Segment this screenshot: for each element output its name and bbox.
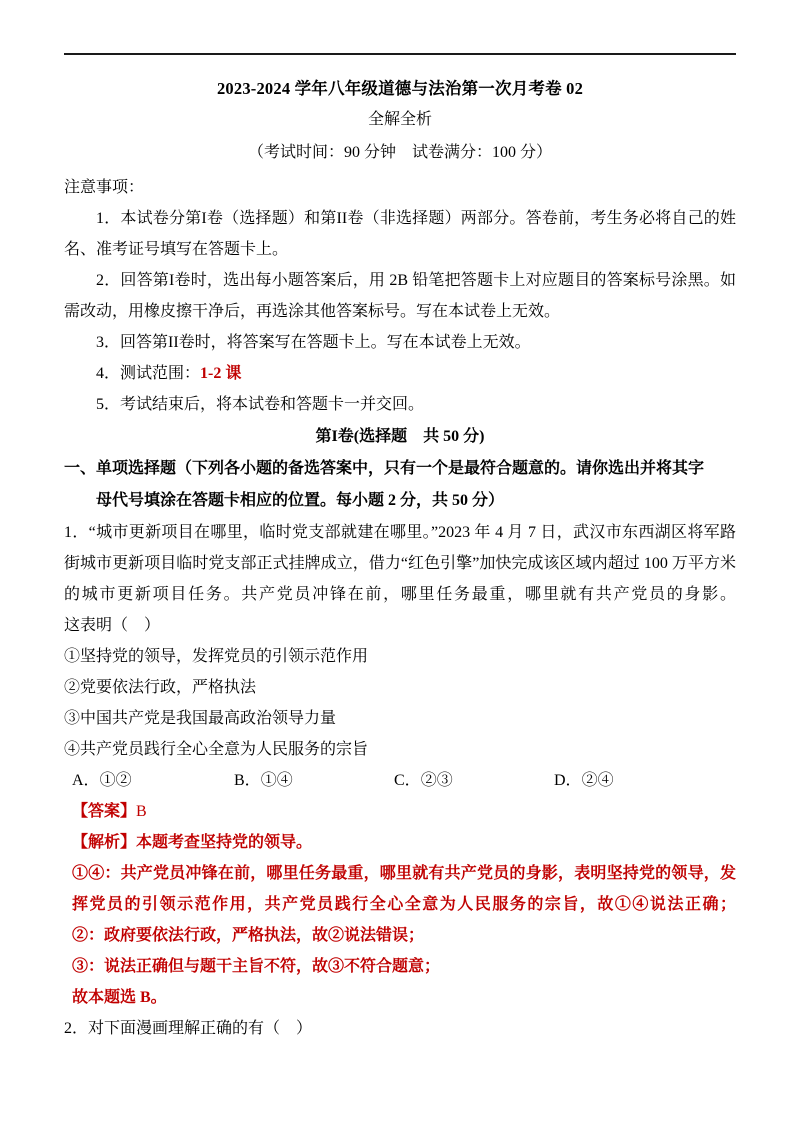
notice-item-2: 2．回答第I卷时，选出每小题答案后，用 2B 铅笔把答题卡上对应题目的答案标号涂黑。如需改动，用橡皮擦干净后，再选涂其他答案标号。写在本试卷上无效。 (64, 272, 736, 320)
choice-d-text: ②④ (581, 772, 614, 789)
part-one-heading (64, 453, 736, 517)
choice-a-key: A． (72, 772, 100, 789)
choice-c-key: C． (394, 772, 421, 789)
document-content (64, 70, 736, 1044)
question-1-analysis-point-1: ①④：共产党员冲锋在前，哪里任务最重，哪里就有共产党员的身影，表明坚持党的领导，发挥党员的引领示范作用，共产党员践行全心全意为人民服务的宗旨，故①④说法正确； (72, 865, 736, 913)
question-1-statement-4: ④共产党员践行全心全意为人民服务的宗旨 (64, 741, 369, 758)
question-1-analysis-intro (64, 827, 736, 858)
notice-item-4-prefix: 4．测试范围： (96, 365, 201, 382)
choice-d[interactable] (554, 765, 614, 796)
part-one-heading-line1: 一、单项选择题（下列各小题的备选答案中，只有一个是最符合题意的。请你选出并将其字 (64, 460, 705, 477)
question-1-choices (64, 765, 736, 796)
part-one-heading-line2: 母代号填涂在答题卡相应的位置。每小题 2 分，共 50 分） (96, 492, 505, 509)
header-divider-rule (64, 53, 736, 55)
choice-c[interactable] (394, 765, 453, 796)
question-1-statement-2: ②党要依法行政，严格执法 (64, 679, 257, 696)
question-2-stem: 2．对下面漫画理解正确的有（ ） (64, 1020, 313, 1037)
document-subtitle: 全解全析 (367, 111, 432, 128)
question-1-stem: 1．“城市更新项目在哪里，临时党支部就建在哪里。”2023 年 4 月 7 日，武汉市东西湖区将军路街城市更新项目临时党支部正式挂牌成立，借力“红色引擎”加快完成该区域内超过 100 万平方米的城市更新项目任务。共产党员冲锋在前，哪里任务最重，哪里就有共产党员的身影。 (64, 524, 736, 603)
question-1-analysis-conclusion: 故本题选 B。 (72, 989, 167, 1006)
choice-d-key: D． (554, 772, 582, 789)
choice-a-text: ①② (99, 772, 132, 789)
question-1-statement-1: ①坚持党的领导，发挥党员的引领示范作用 (64, 648, 369, 665)
notice-heading: 注意事项： (64, 179, 145, 196)
choice-a[interactable] (72, 765, 132, 796)
question-1-analysis-point-2: ②：政府要依法行政，严格执法，故②说法错误； (72, 927, 425, 944)
question-1-analysis-point-3: ③：说法正确但与题干主旨不符，故③不符合题意； (72, 958, 441, 975)
analysis-label: 【解析】 (72, 834, 137, 851)
choice-c-text: ②③ (420, 772, 453, 789)
notice-item-1: 1．本试卷分第I卷（选择题）和第II卷（非选择题）两部分。答卷前，考生务必将自己的姓名、准考证号填写在答题卡上。 (64, 210, 736, 258)
notice-item-3: 3．回答第II卷时，将答案写在答题卡上。写在本试卷上无效。 (96, 334, 531, 351)
volume-one-heading: 第I卷(选择题 共 50 分) (315, 428, 485, 445)
notice-item-5: 5．考试结束后，将本试卷和答题卡一并交回。 (96, 396, 425, 413)
choice-b-key: B． (234, 772, 261, 789)
choice-b[interactable] (234, 765, 293, 796)
test-scope-value: 1-2 课 (200, 365, 242, 382)
answer-label: 【答案】 (72, 803, 137, 820)
exam-info-line: （考试时间：90 分钟 试卷满分：100 分） (247, 144, 552, 161)
notice-item-4 (64, 358, 736, 389)
page-title: 2023-2024 学年八年级道德与法治第一次月考卷 02 (216, 79, 584, 98)
analysis-intro-text: 本题考查坚持党的领导。 (136, 834, 313, 851)
question-1-statement-3: ③中国共产党是我国最高政治领导力量 (64, 710, 337, 727)
question-1-answer (64, 796, 736, 827)
question-1-stem-tail: 这表明（ ） (64, 617, 161, 634)
answer-value: B (136, 803, 147, 820)
choice-b-text: ①④ (260, 772, 293, 789)
